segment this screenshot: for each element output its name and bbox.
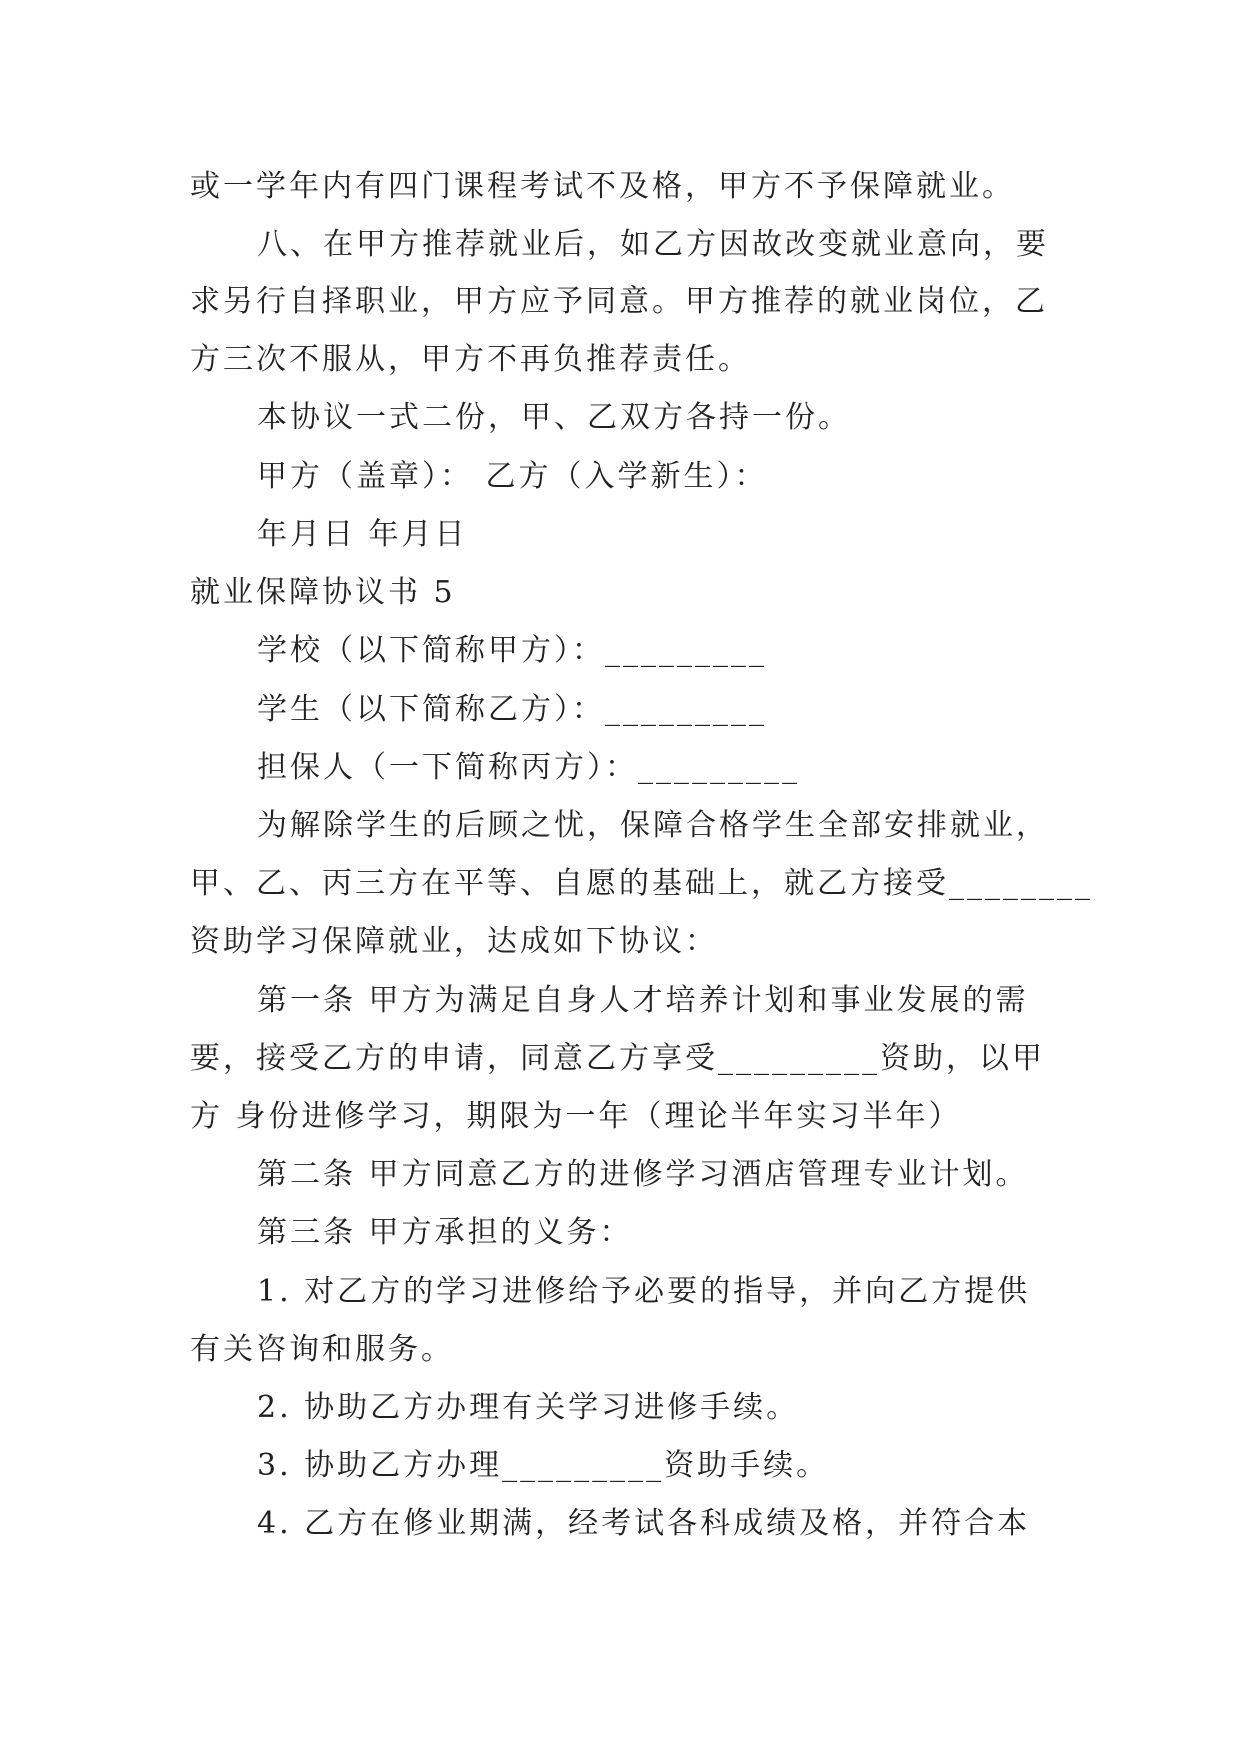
date-line: 年月日 年月日 (257, 517, 468, 552)
paragraph-line: 第三条 甲方承担的义务： (257, 1215, 633, 1250)
paragraph-line: 要，接受乙方的申请，同意乙方享受_________资助，以甲 (190, 1041, 1045, 1076)
list-item: 2. 协助乙方办理有关学习进修手续。 (257, 1390, 800, 1425)
paragraph-line: 本协议一式二份，甲、乙双方各持一份。 (257, 400, 851, 435)
paragraph-line: 方 身份进修学习，期限为一年（理论半年实习半年） (190, 1099, 962, 1134)
paragraph-line: 八、在甲方推荐就业后，如乙方因故改变就业意向，要 (257, 227, 1049, 262)
party-line: 学生（以下简称乙方）：_________ (257, 692, 767, 727)
paragraph-line: 方三次不服从，甲方不再负推荐责任。 (190, 342, 751, 377)
paragraph-line: 求另行自择职业，甲方应予同意。甲方推荐的就业岗位，乙 (190, 284, 1048, 319)
paragraph-line: 资助学习保障就业，达成如下协议： (190, 924, 718, 959)
paragraph-line: 有关咨询和服务。 (190, 1332, 454, 1367)
paragraph-line: 第一条 甲方为满足自身人才培养计划和事业发展的需 (257, 983, 1029, 1018)
list-item: 1. 对乙方的学习进修给予必要的指导，并向乙方提供 (257, 1274, 1031, 1309)
section-title: 就业保障协议书 5 (190, 575, 456, 610)
list-item: 4. 乙方在修业期满，经考试各科成绩及格，并符合本 (257, 1506, 1031, 1541)
paragraph-line: 为解除学生的后顾之忧，保障合格学生全部安排就业， (257, 808, 1049, 843)
paragraph-line: 或一学年内有四门课程考试不及格，甲方不予保障就业。 (190, 169, 1015, 204)
signature-line: 甲方（盖章）： 乙方（入学新生）： (257, 459, 768, 494)
paragraph-line: 第二条 甲方同意乙方的进修学习酒店管理专业计划。 (257, 1157, 1029, 1192)
paragraph-line: 甲、乙、丙三方在平等、自愿的基础上，就乙方接受________ (190, 866, 1093, 901)
party-line: 学校（以下简称甲方）：_________ (257, 633, 767, 668)
party-line: 担保人（一下简称丙方）：_________ (257, 750, 800, 785)
list-item: 3. 协助乙方办理_________资助手续。 (257, 1448, 830, 1483)
